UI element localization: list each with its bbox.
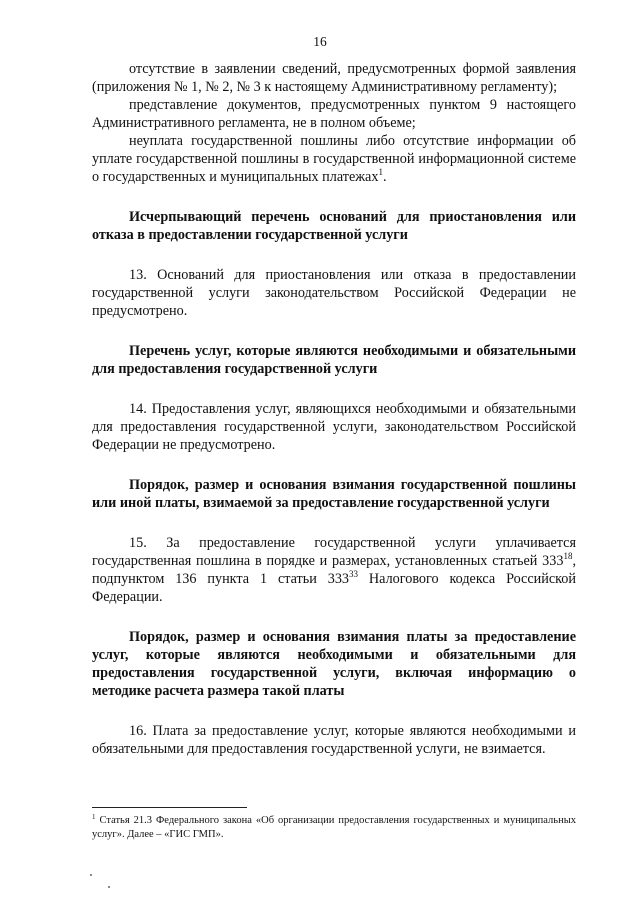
list-item-missing-info: отсутствие в заявлении сведений, предусмотренных формой заявления (приложения № 1, № 2, № 3 к настоящему Административному регламенту); [92, 61, 576, 95]
section-15-text-part1: 15. За предоставление государственной услуги уплачивается государственная пошлина в порядке и размерах, установленных статьей 333 [92, 535, 576, 569]
section-15-text-part3: Налогового кодекса Российской Федерации. [92, 571, 576, 605]
section-heading-services-list: Перечень услуг, которые являются необходимыми и обязательными для предоставления государственной услуги [92, 343, 576, 377]
unpaid-fee-text: неуплата государственной пошлины либо отсутствие информации об уплате государственной пошлины в государственной информационной системе о государственных и муниципальных платежах [92, 133, 576, 185]
list-item-unpaid-fee [92, 132, 576, 186]
scan-specks [90, 872, 120, 892]
footnote-marker: 1 [92, 813, 96, 821]
section-body-15 [92, 534, 576, 606]
section-body-14: 14. Предоставления услуг, являющихся необходимыми и обязательными для предоставления государственной услуги, законодательством Российской Федерации не предусмотрено. [92, 401, 576, 453]
footnote-divider [92, 807, 247, 808]
unpaid-fee-end: . [382, 169, 387, 185]
page-body [92, 60, 576, 758]
section-body-13: 13. Оснований для приостановления или отказа в предоставлении государственной услуги законодательством Российской Федерации не предусмотрено. [92, 267, 576, 319]
footnote [92, 814, 576, 842]
footnote-text: Статья 21.3 Федерального закона «Об организации предоставления государственных и муниципальных услуг». Далее – «ГИС ГМП». [92, 815, 577, 840]
section-body-16: 16. Плата за предоставление услуг, которые являются необходимыми и обязательными для предоставления государственной услуги, не взимается. [92, 723, 576, 757]
section-heading-state-fee: Порядок, размер и основания взимания государственной пошлины или иной платы, взимаемой за предоставление государственной услуги [92, 477, 576, 511]
section-heading-grounds: Исчерпывающий перечень оснований для приостановления или отказа в предоставлении государственной услуги [92, 209, 576, 243]
page-number: 16 [313, 34, 327, 49]
section-heading-service-fee: Порядок, размер и основания взимания платы за предоставление услуг, которые являются необходимыми и обязательными для предоставления государственной услуги, включая информацию о методике расчета размера такой платы [92, 629, 576, 699]
list-item-incomplete-docs: представление документов, предусмотренных пунктом 9 настоящего Административного регламента, не в полном объеме; [92, 97, 576, 131]
superscript-33: 33 [349, 569, 359, 579]
section-15-text-part2: , подпунктом 136 пункта 1 статьи 333 [92, 553, 576, 587]
superscript-18: 18 [563, 551, 573, 561]
footnote-reference: 1 [378, 167, 383, 177]
